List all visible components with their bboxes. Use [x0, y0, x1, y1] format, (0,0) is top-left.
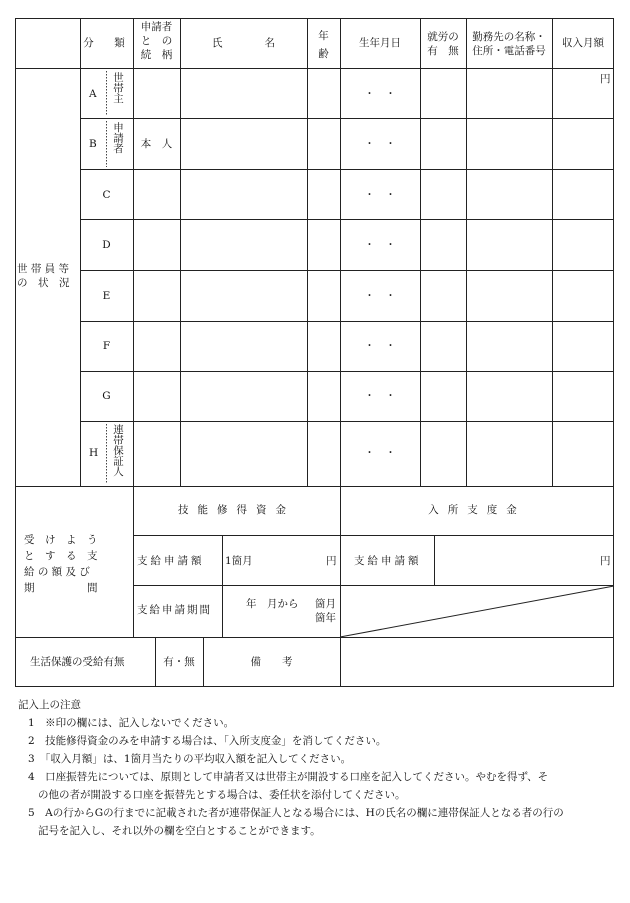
row-h-sub: 連帯保証人 [112, 424, 124, 477]
household-label-line1: 世 帯 員 等 [17, 263, 70, 275]
header-employer [466, 30, 552, 58]
note-2: 2 技能修得資金のみを申請する場合は、「入所支度金」を消してください。 [28, 735, 387, 747]
row-e-birthdate: ・ ・ [364, 290, 396, 302]
entry-amount-yen: 円 [600, 555, 611, 567]
entry-amount-label: 支給申請額 [354, 555, 422, 567]
row-a-birthdate: ・ ・ [364, 88, 396, 100]
row-d-letter: D [102, 239, 111, 251]
row-f-letter: F [102, 340, 111, 352]
row-h-birthdate: ・ ・ [364, 447, 396, 459]
payment-label-line4: 期 間 [24, 582, 98, 594]
row-b-letter: B [89, 138, 97, 150]
note-3: 3 「収入月額」は、1箇月当たりの平均収入額を記入してください。 [28, 753, 352, 765]
remarks-label: 備 考 [250, 656, 293, 668]
payment-label-line3: 給 の 額 及 び [24, 566, 90, 578]
welfare-choice: 有・無 [163, 656, 195, 668]
header-employment-line1: 就労の [427, 31, 459, 43]
entry-fund-title: 入所支度金 [428, 504, 526, 516]
row-g-letter: G [102, 390, 111, 402]
period-months: 箇月 [315, 598, 336, 610]
header-age [307, 27, 340, 63]
header-relation-line3: 続 柄 [140, 49, 173, 61]
header-relation-line1: 申請者 [140, 21, 173, 33]
row-f-birthdate: ・ ・ [364, 340, 396, 352]
period-label: 支給申請期間 [137, 604, 212, 616]
row-b-relation: 本 人 [140, 138, 173, 150]
header-birthdate: 生年月日 [359, 37, 401, 49]
note-5: 5 Aの行からGの行までに記載された者が連帯保証人となる場合には、Hの氏名の欄に連帯保証人となる者の行の [28, 807, 564, 819]
notes-section [18, 696, 618, 840]
row-c-birthdate: ・ ・ [364, 189, 396, 201]
header-relation [133, 20, 180, 62]
header-relation-line2: と の [140, 35, 173, 47]
header-age-line2: 齢 [318, 48, 329, 60]
row-d-birthdate: ・ ・ [364, 239, 396, 251]
skill-fund-title: 技能修得資金 [178, 504, 295, 516]
per-month-label: 1箇月 [225, 555, 253, 567]
header-category: 分 類 [83, 37, 130, 49]
row-a-sub: 世帯主 [112, 72, 124, 104]
row-b-birthdate: ・ ・ [364, 138, 396, 150]
row-a-income-unit: 円 [600, 73, 611, 85]
household-status-label [17, 262, 80, 290]
notes-title: 記入上の注意 [18, 699, 81, 711]
row-a-letter: A [89, 88, 97, 100]
payment-label [24, 532, 98, 596]
payment-label-line2: と す る 支 [24, 550, 98, 562]
header-age-line1: 年 [318, 30, 329, 42]
period-months-year: 箇年 [315, 612, 336, 624]
period-from: 年 月から [246, 598, 299, 610]
note-4-cont: の他の者が開設する口座を振替先とする場合は、委任状を添付してください。 [38, 789, 406, 801]
welfare-label: 生活保護の受給有無 [30, 656, 125, 668]
header-employment-line2: 有 無 [427, 45, 459, 57]
row-h-letter: H [89, 447, 99, 459]
skill-amount-label: 支給申請額 [137, 555, 205, 567]
header-employer-line1: 勤務先の名称・ [472, 31, 546, 43]
note-5-cont: 記号を記入し、それ以外の欄を空白とすることができます。 [38, 825, 321, 837]
note-1: 1 ※印の欄には、記入しないでください。 [28, 717, 235, 729]
row-b-sub: 申請者 [112, 122, 124, 154]
row-g-birthdate: ・ ・ [364, 390, 396, 402]
row-e-letter: E [102, 290, 111, 302]
skill-amount-yen: 円 [326, 555, 337, 567]
note-4: 4 口座振替先については、原則として申請者又は世帯主が開設する口座を記入してください。やむを得ず、そ [28, 771, 549, 783]
row-c-letter: C [102, 189, 111, 201]
header-name: 氏 名 [212, 37, 275, 49]
header-income: 収入月額 [562, 37, 604, 49]
header-employment [420, 30, 466, 58]
header-employer-line2: 住所・電話番号 [472, 45, 546, 57]
payment-label-line1: 受 け よ う [24, 534, 98, 546]
household-label-line2: の 状 況 [17, 277, 70, 289]
